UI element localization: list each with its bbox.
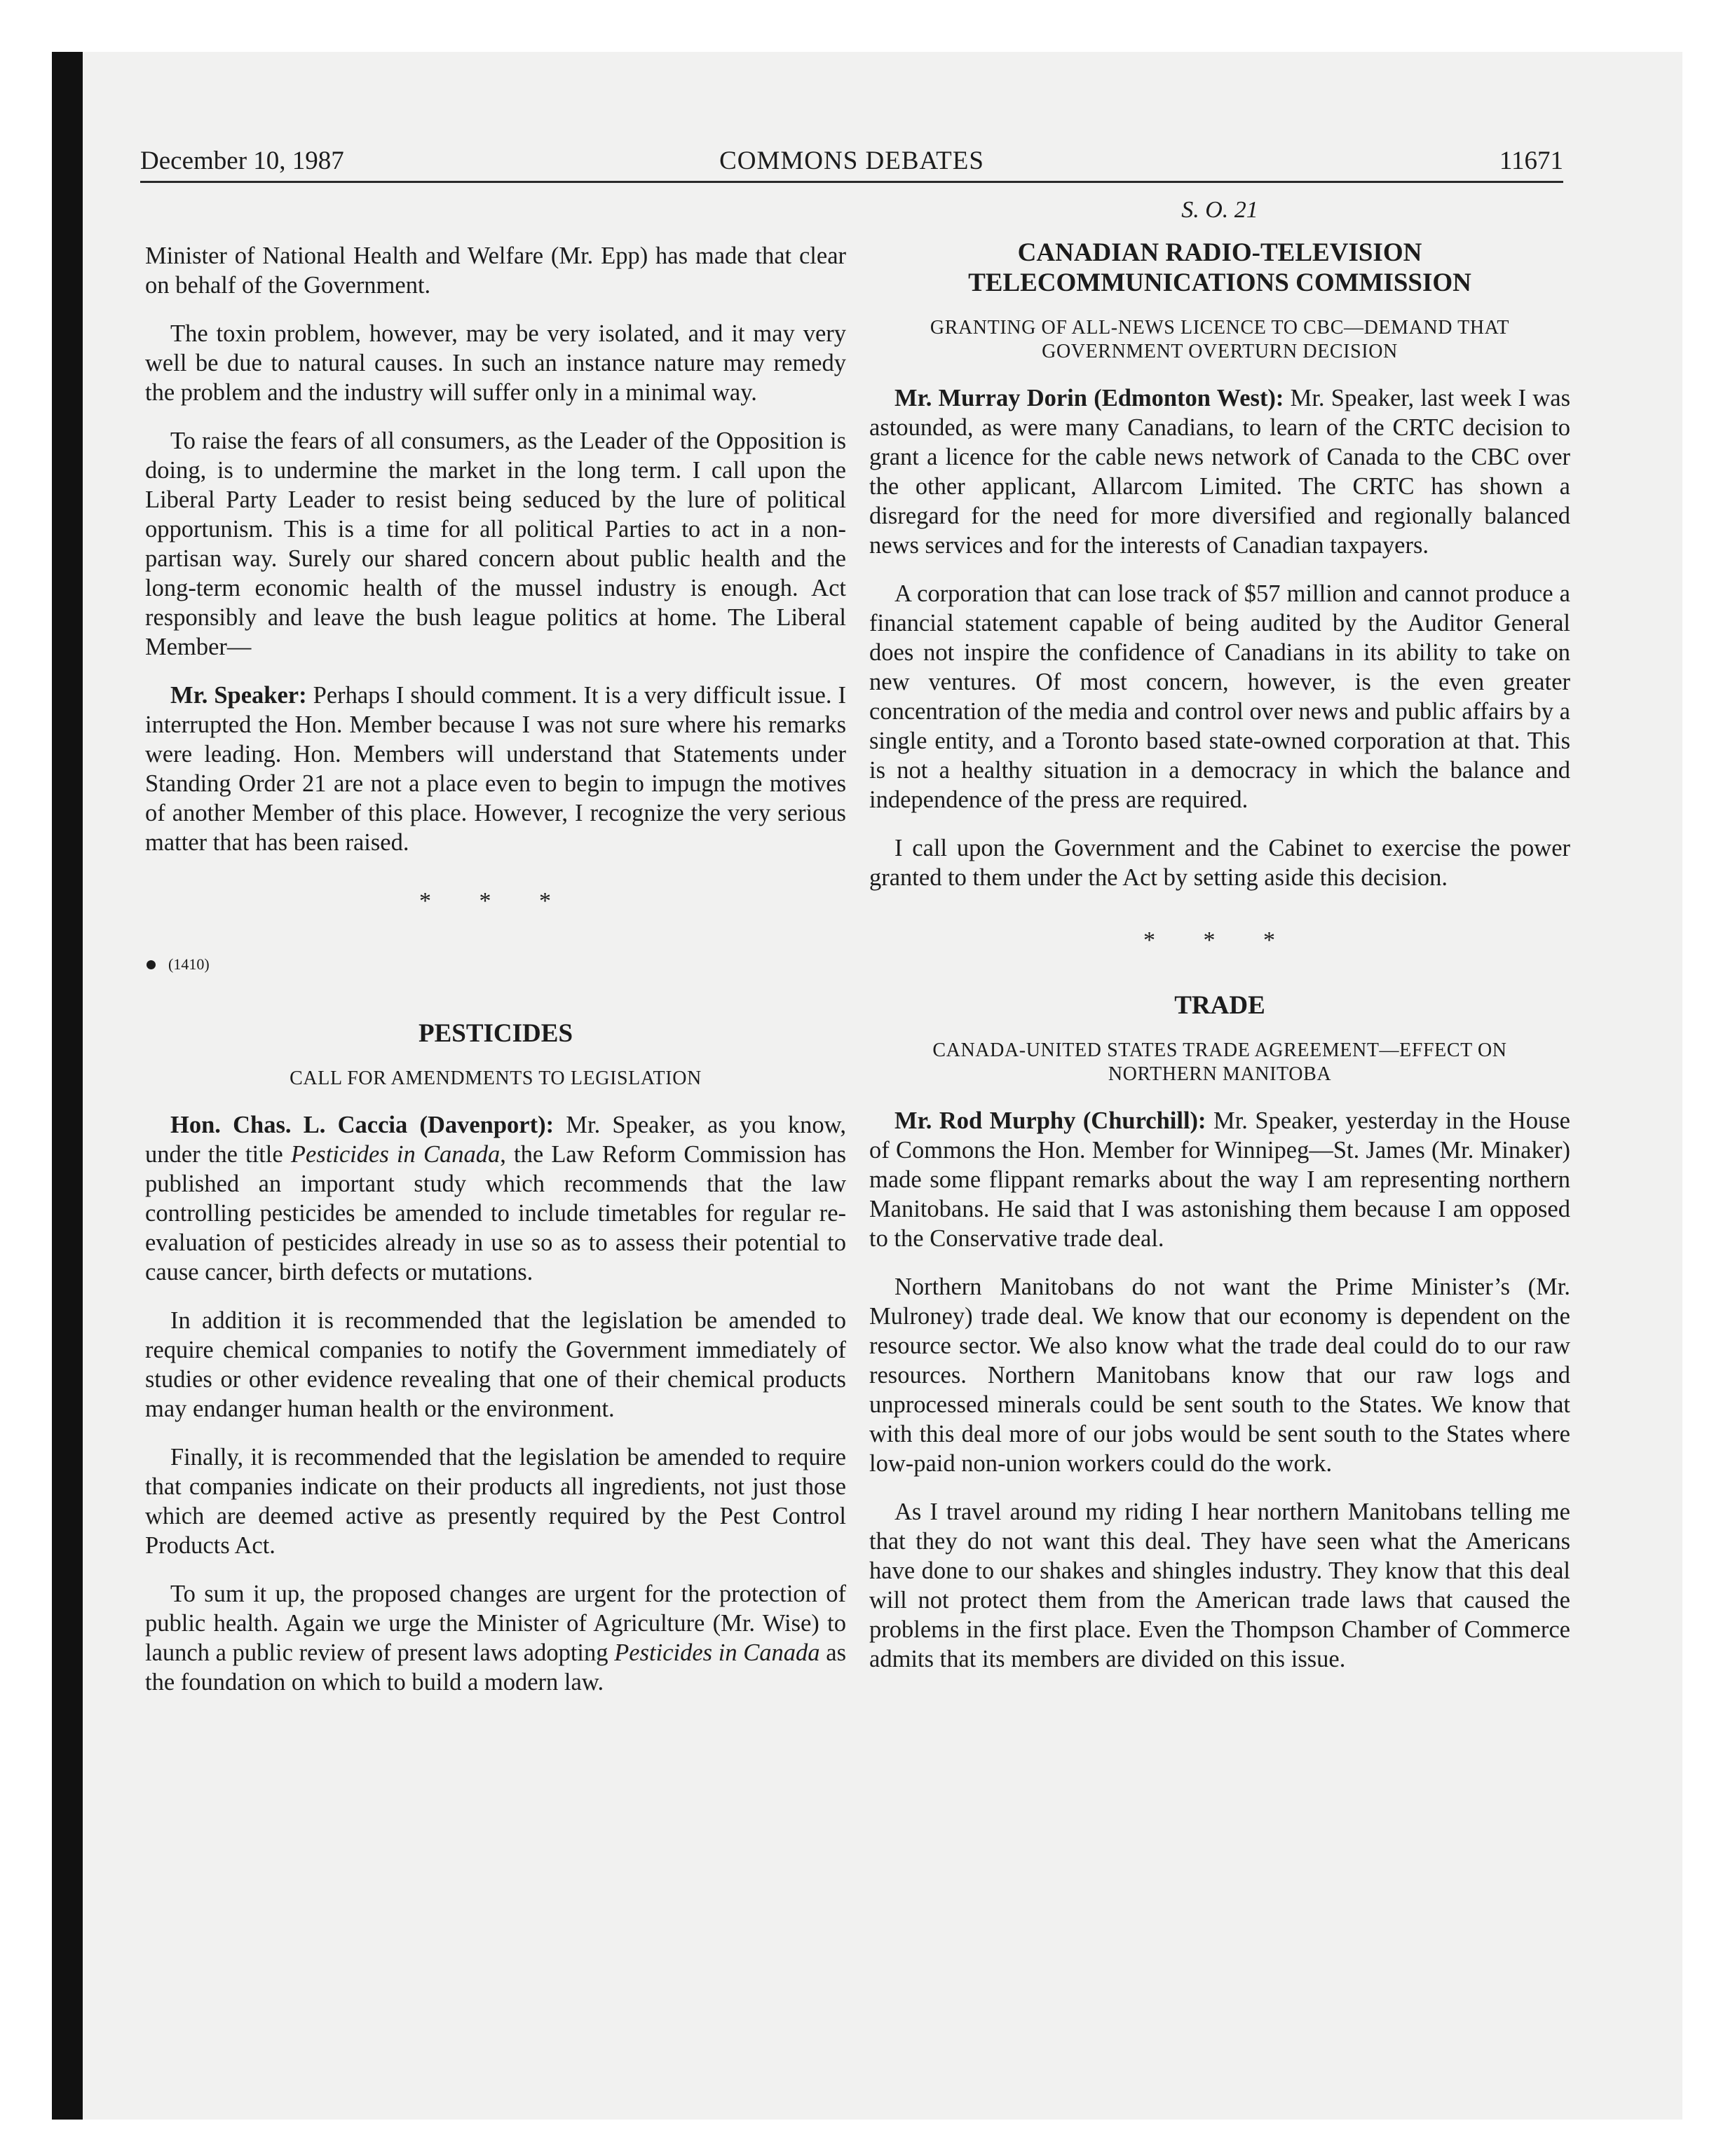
- speaker-name: Mr. Murray Dorin (Edmonton West):: [894, 385, 1284, 411]
- paragraph: Finally, it is recommended that the legislation be amended to require that companies indicate on their products all ingredients, not just those which are deemed active as presently required by the Pest Control Products Act.: [145, 1444, 846, 1559]
- speech-text: Mr. Speaker, yesterday in the House of Commons the Hon. Member for Winnipeg—St. James (Mr. Minaker) made some flippant remarks about the way I am representing northern Manitobans. He said that I was astonishing them because I am opposed to the Conservative trade deal.: [869, 1107, 1570, 1252]
- header-date: December 10, 1987: [140, 146, 344, 175]
- paragraph: As I travel around my riding I hear northern Manitobans telling me that they do not want this deal. They have seen what the Americans have done to our shakes and shingles industry. They know that this deal will not protect them from the American trade laws that caused the problems in the first place. Even the Thompson Chamber of Commerce admits that its members are divided on this issue.: [869, 1499, 1570, 1672]
- section-title-crtc: CANADIAN RADIO-TELEVISION TELECOMMUNICATIONS COMMISSION: [968, 238, 1471, 297]
- running-head: [140, 146, 1563, 183]
- section-title-trade: TRADE: [1174, 991, 1265, 1020]
- paragraph: In addition it is recommended that the legislation be amended to require chemical companies to notify the Government immediately of studies or other evidence revealing that one of their chemical products may endanger human health or the environment.: [145, 1307, 846, 1422]
- paragraph: A corporation that can lose track of $57 million and cannot produce a financial statement capable of being audited by the Auditor General does not inspire the confidence of Canadians in its ability to take on new ventures. Of most concern, however, is the even greater concentration of the media and control over news and public affairs by a single entity, and a Toronto based state-owned corporation at that. This is not a healthy situation in a democracy in which the balance and independence of the press are required.: [869, 580, 1570, 813]
- publication-title: Pesticides in Canada: [290, 1141, 501, 1168]
- speaker-paragraph: [869, 383, 1570, 560]
- paragraph: Northern Manitobans do not want the Prime Minister’s (Mr. Mulroney) trade deal. We know that our economy is dependent on the resource sector. We also know what the trade deal could do to our raw resources. Northern Manitobans know that our raw logs and unprocessed minerals could be sent south to the States. We know that with this deal more of our jobs would be sent south to the States where low-paid non-union workers could do the work.: [869, 1274, 1570, 1477]
- scan-margin: [0, 0, 52, 2156]
- standing-order-label: S. O. 21: [1181, 197, 1258, 223]
- paragraph: Minister of National Health and Welfare (Mr. Epp) has made that clear on behalf of the Government.: [145, 243, 846, 299]
- time-marker: [145, 950, 846, 979]
- time-marker-text: (1410): [168, 955, 210, 973]
- section-separator: * * *: [1143, 927, 1296, 953]
- scan-binding-edge: [52, 52, 83, 2120]
- section-subtitle: CANADA-UNITED STATES TRADE AGREEMENT—EFFECT ON NORTHERN MANITOBA: [932, 1039, 1507, 1085]
- speaker-paragraph: Hon. Chas. L. Caccia (Davenport): Mr. Speaker, as you know, under the title Pesticides in Canada, the Law Reform Commission has published an important study which recommends that the law controlling pesticides be amended to include timetables for regular re-evaluation of pesticides already in use so as to assess their potential to cause cancer, birth defects or mutations.: [145, 1112, 847, 1285]
- header-publication-title: COMMONS DEBATES: [719, 146, 984, 175]
- speech-text: Mr. Speaker, last week I was astounded, as were many Canadians, to learn of the CRTC decision to grant a licence for the cable news network of Canada to the CBC over the other applicant, Allarcom Limited. The CRTC has shown a disregard for the need for more diversified and regionally balanced news services and for the interests of Canadian taxpayers.: [869, 385, 1570, 559]
- paragraph: To raise the fears of all consumers, as the Leader of the Opposition is doing, is to undermine the market in the long term. I call upon the Liberal Party Leader to resist being seduced by the lure of political opportunism. This is a time for all political Parties to act in a non-partisan way. Surely our shared concern about public health and the long-term economic health of the mussel industry is enough. Act responsibly and leave the bush league politics at home. The Liberal Member—: [145, 428, 846, 660]
- publication-title: Pesticides in Canada: [614, 1639, 820, 1666]
- paragraph: I call upon the Government and the Cabinet to exercise the power granted to them under the Act by setting aside this decision.: [869, 835, 1570, 891]
- speaker-paragraph: [869, 1106, 1570, 1253]
- speaker-name: Hon. Chas. L. Caccia (Davenport):: [170, 1112, 554, 1138]
- section-separator: * * *: [419, 888, 572, 914]
- paragraph: The toxin problem, however, may be very isolated, and it may very well be due to natural causes. In such an instance nature may remedy the problem and the industry will suffer only in a minimal way.: [145, 320, 846, 406]
- speaker-name: Mr. Rod Murphy (Churchill):: [894, 1107, 1206, 1134]
- paragraph: To sum it up, the proposed changes are urgent for the protection of public health. Again we urge the Minister of Agriculture (Mr. Wise) to launch a public review of present laws adopting Pesticides in Canada as the foundation on which to build a modern law.: [145, 1581, 846, 1696]
- bullet-icon: [147, 960, 156, 969]
- speech-text: Perhaps I should comment. It is a very difficult issue. I interrupted the Hon. Member because I was not sure where his remarks were leading. Hon. Members will understand that Statements under Standing Order 21 are not a place even to begin to impugn the motives of another Member of this place. However, I recognize the very serious matter that has been raised.: [145, 682, 846, 856]
- section-subtitle: CALL FOR AMENDMENTS TO LEGISLATION: [290, 1067, 702, 1089]
- speaker-name: Mr. Speaker:: [170, 682, 307, 709]
- speaker-paragraph: [145, 681, 846, 857]
- left-column: [145, 241, 846, 1716]
- header-page-number: 11671: [1499, 146, 1563, 175]
- section-subtitle: GRANTING OF ALL-NEWS LICENCE TO CBC—DEMAND THAT GOVERNMENT OVERTURN DECISION: [930, 317, 1510, 362]
- section-title-pesticides: PESTICIDES: [418, 1019, 573, 1048]
- right-column: [869, 193, 1570, 1693]
